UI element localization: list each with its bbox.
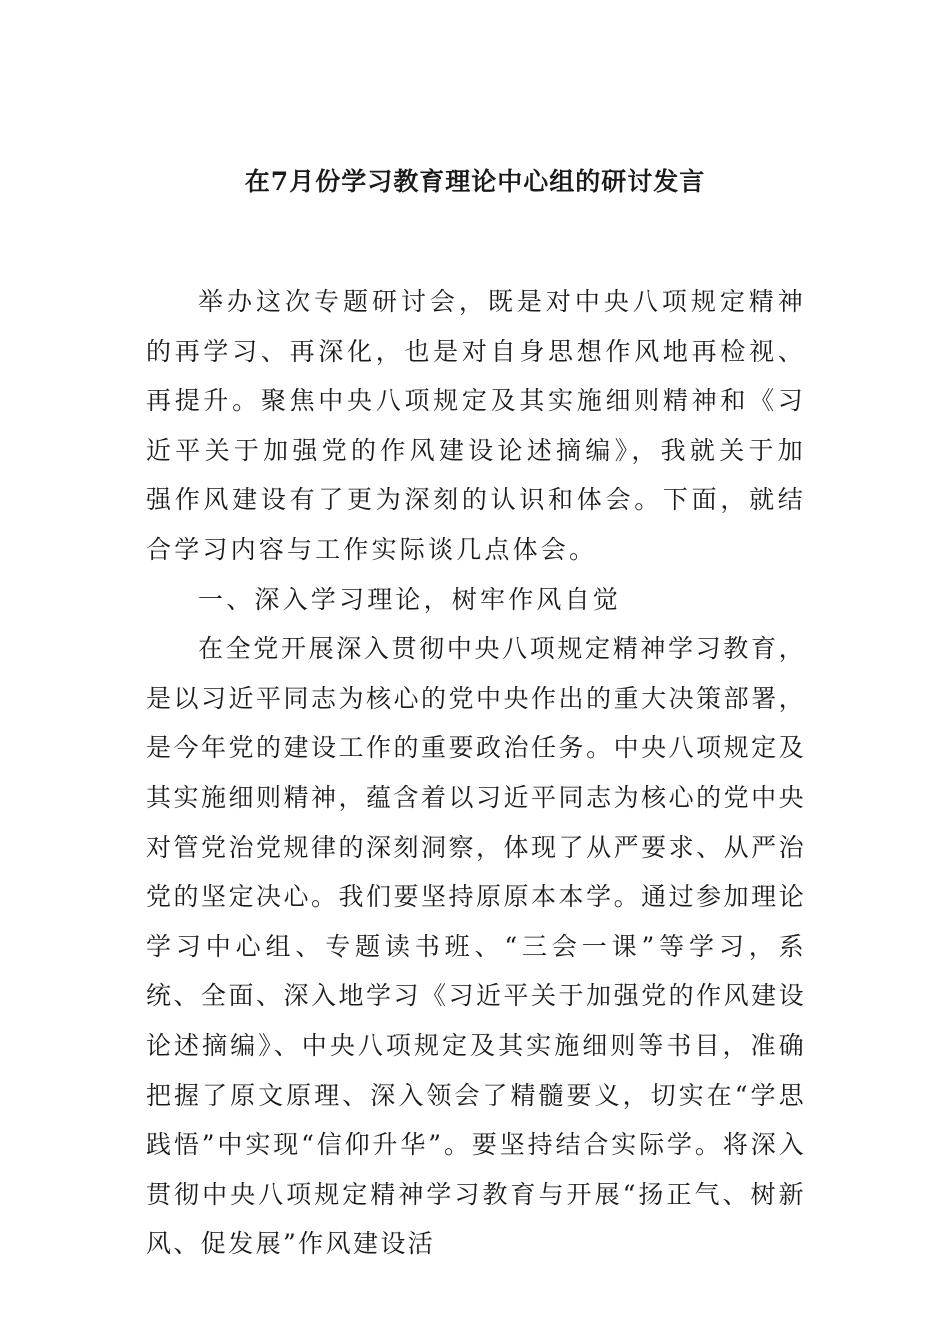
section-heading-1: 一、深入学习理论，树牢作风自觉 [198,584,622,614]
paragraph-intro: 举办这次专题研讨会，既是对中央八项规定精神的再学习、再深化，也是对自身思想作风地再检视、再提升。聚焦中央八项规定及其实施细则精神和《习近平关于加强党的作风建设论述摘编》，我就关于加强作风建设有了更为深刻的认识和体会。下面，就结合学习内容与工作实际谈几点体会。 [146,287,806,564]
document-body [146,277,806,1269]
paragraph-section-1: 在全党开展深入贯彻中央八项规定精神学习教育，是以习近平同志为核心的党中央作出的重大决策部署，是今年党的建设工作的重要政治任务。中央八项规定及其实施细则精神，蕴含着以习近平同志为核心的党中央对管党治党规律的深刻洞察，体现了从严要求、从严治党的坚定决心。我们要坚持原原本本学。通过参加理论学习中心组、专题读书班、“三会一课”等学习，系统、全面、深入地学习《习近平关于加强党的作风建设论述摘编》、中央八项规定及其实施细则等书目，准确把握了原文原理、深入领会了精髓要义，切实在“学思践悟”中实现“信仰升华”。要坚持结合实际学。将深入贯彻中央八项规定精神学习教育与开展“扬正气、树新风、促发展”作风建设活 [146,634,806,1259]
document-title: 在7月份学习教育理论中心组的研讨发言 [244,167,706,196]
